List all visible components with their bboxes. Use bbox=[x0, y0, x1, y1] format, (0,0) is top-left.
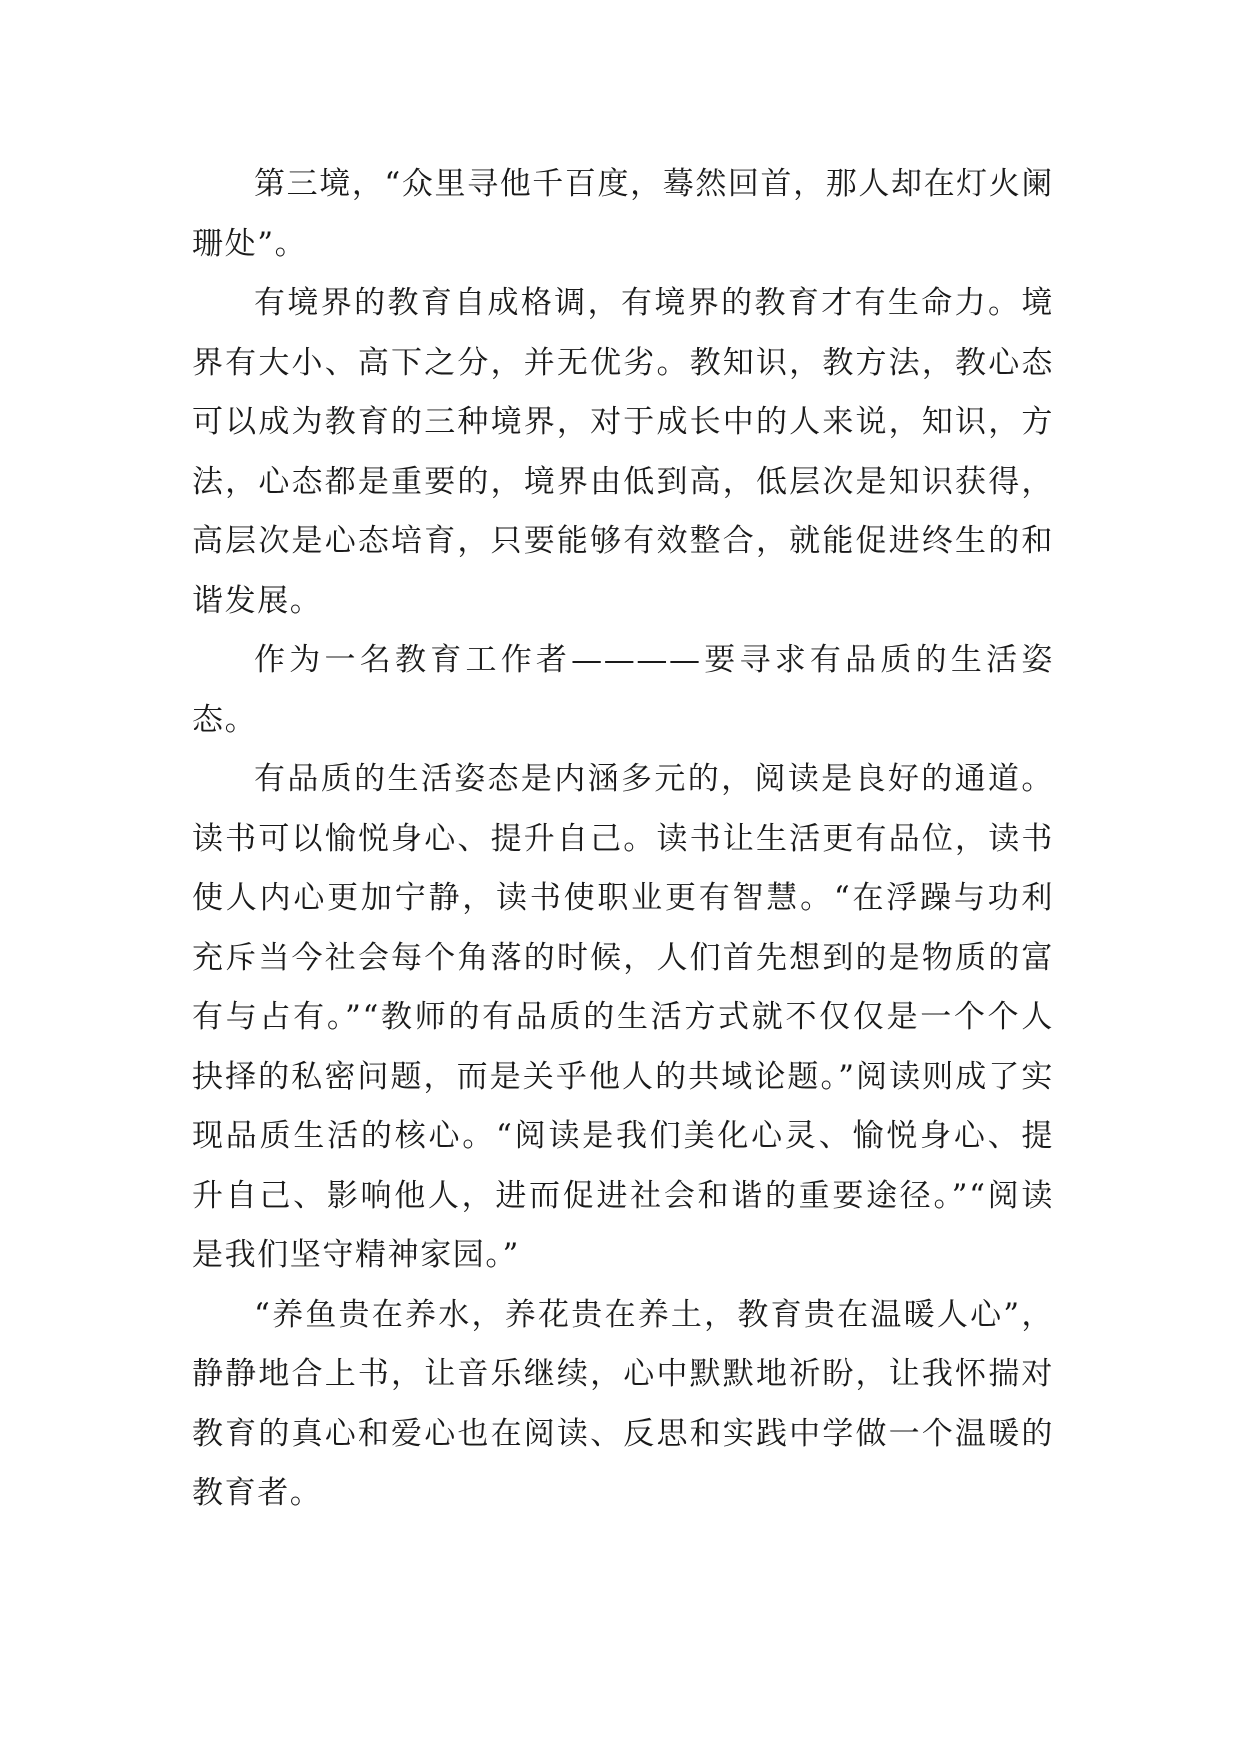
paragraph-reading: 有品质的生活姿态是内涵多元的，阅读是良好的通道。读书可以愉悦身心、提升自己。读书让生活更有品位，读书使人内心更加宁静，读书使职业更有智慧。“在浮躁与功利充斥当今社会每个角落的时候，人们首先想到的是物质的富有与占有。”“教师的有品质的生活方式就不仅仅是一个个人抉择的私密问题，而是关乎他人的共域论题。”阅读则成了实现品质生活的核心。“阅读是我们美化心灵、愉悦身心、提升自己、影响他人，进而促进社会和谐的重要途径。”“阅读是我们坚守精神家园。” bbox=[192, 761, 1054, 1273]
paragraph-conclusion: “养鱼贵在养水，养花贵在养土，教育贵在温暖人心”，静静地合上书，让音乐继续，心中默默地祈盼，让我怀揣对教育的真心和爱心也在阅读、反思和实践中学做一个温暖的教育者。 bbox=[192, 1296, 1054, 1511]
paragraph-education-realm: 有境界的教育自成格调，有境界的教育才有生命力。境界有大小、高下之分，并无优劣。教知识，教方法，教心态可以成为教育的三种境界，对于成长中的人来说，知识，方法，心态都是重要的，境界由低到高，低层次是知识获得，高层次是心态培育，只要能够有效整合，就能促进终生的和谐发展。 bbox=[192, 285, 1054, 619]
paragraph-educator-heading: 作为一名教育工作者————要寻求有品质的生活姿态。 bbox=[192, 642, 1054, 738]
paragraph-third-realm: 第三境，“众里寻他千百度，蓦然回首，那人却在灯火阑珊处”。 bbox=[192, 166, 1054, 262]
document-body bbox=[192, 155, 1054, 1524]
